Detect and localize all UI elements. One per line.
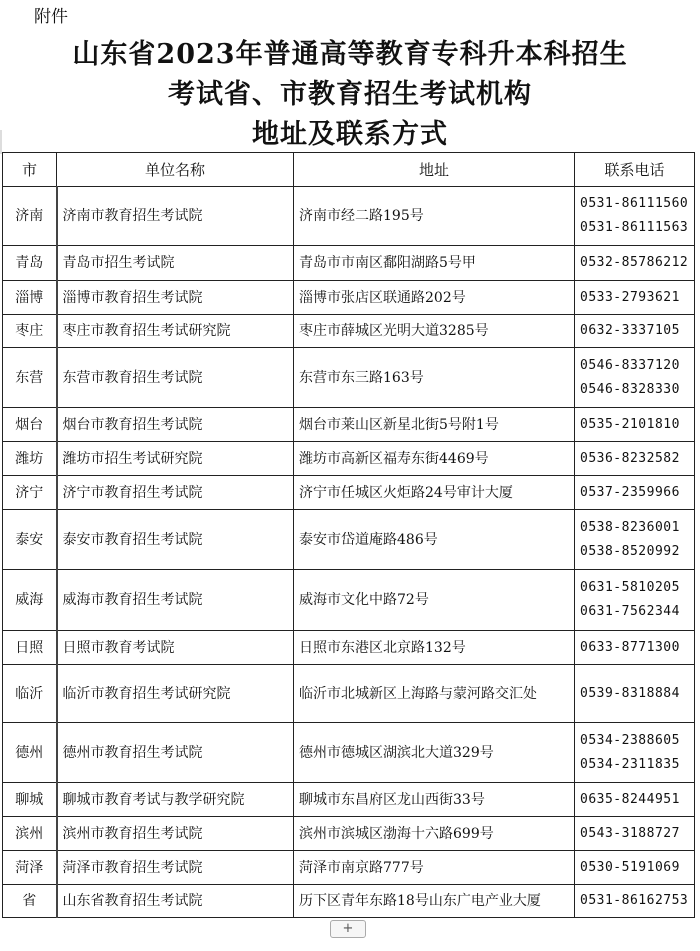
address-cell: 济南市经二路195号	[294, 187, 575, 246]
address-cell: 历下区青年东路18号山东广电产业大厦	[294, 885, 575, 918]
address-cell: 济宁市任城区火炬路24号审计大厦	[294, 476, 575, 510]
org-cell: 山东省教育招生考试院	[57, 885, 294, 918]
city-cell: 潍坊	[3, 442, 57, 476]
phone-number: 0633-8771300	[580, 639, 680, 655]
phone-cell	[575, 817, 695, 851]
city-cell: 泰安	[3, 510, 57, 570]
org-cell: 济南市教育招生考试院	[57, 187, 294, 246]
org-cell: 潍坊市招生考试研究院	[57, 442, 294, 476]
org-cell: 滨州市教育招生考试院	[57, 817, 294, 851]
table-row	[3, 570, 695, 631]
org-cell: 聊城市教育考试与教学研究院	[57, 783, 294, 817]
address-cell: 枣庄市薛城区光明大道3285号	[294, 315, 575, 348]
city-cell: 烟台	[3, 408, 57, 442]
phone-number: 0534-2388605	[580, 732, 680, 748]
org-cell: 济宁市教育招生考试院	[57, 476, 294, 510]
phone-number: 0546-8337120	[580, 357, 680, 373]
phone-number: 0543-3188727	[580, 825, 680, 841]
phone-cell	[575, 851, 695, 885]
table-row	[3, 187, 695, 246]
phone-number: 0631-7562344	[580, 604, 680, 619]
city-cell: 淄博	[3, 281, 57, 315]
table-row	[3, 408, 695, 442]
phone-cell	[575, 476, 695, 510]
add-button[interactable]: +	[330, 920, 366, 938]
header-org: 单位名称	[57, 153, 294, 187]
table-row	[3, 783, 695, 817]
table-row	[3, 246, 695, 281]
address-cell: 德州市德城区湖滨北大道329号	[294, 723, 575, 783]
address-cell: 潍坊市高新区福寿东街4469号	[294, 442, 575, 476]
table-row	[3, 817, 695, 851]
phone-number: 0539-8318884	[580, 685, 680, 701]
phone-number: 0536-8232582	[580, 450, 680, 466]
address-cell: 菏泽市南京路777号	[294, 851, 575, 885]
contacts-table	[2, 152, 695, 918]
org-cell: 日照市教育考试院	[57, 631, 294, 665]
address-cell: 青岛市市南区鄱阳湖路5号甲	[294, 246, 575, 281]
org-cell: 泰安市教育招生考试院	[57, 510, 294, 570]
attachment-label: 附件	[34, 7, 68, 27]
table-row	[3, 631, 695, 665]
phone-cell	[575, 348, 695, 408]
phone-cell	[575, 570, 695, 631]
address-cell: 聊城市东昌府区龙山西街33号	[294, 783, 575, 817]
table-row	[3, 442, 695, 476]
phone-cell	[575, 408, 695, 442]
table-row	[3, 885, 695, 918]
table-row	[3, 665, 695, 723]
city-cell: 聊城	[3, 783, 57, 817]
phone-number: 0632-3337105	[580, 323, 680, 338]
address-cell: 威海市文化中路72号	[294, 570, 575, 631]
table-row	[3, 723, 695, 783]
phone-number: 0534-2311835	[580, 756, 680, 772]
org-cell: 青岛市招生考试院	[57, 246, 294, 281]
phone-number: 0631-5810205	[580, 580, 680, 595]
org-cell: 威海市教育招生考试院	[57, 570, 294, 631]
city-cell: 济南	[3, 187, 57, 246]
org-cell: 菏泽市教育招生考试院	[57, 851, 294, 885]
phone-cell	[575, 187, 695, 246]
city-cell: 滨州	[3, 817, 57, 851]
phone-number: 0635-8244951	[580, 791, 680, 807]
phone-number: 0530-5191069	[580, 859, 680, 875]
phone-number: 0535-2101810	[580, 416, 680, 432]
phone-cell	[575, 665, 695, 723]
table-row	[3, 510, 695, 570]
phone-cell	[575, 885, 695, 918]
table-row	[3, 348, 695, 408]
city-cell: 德州	[3, 723, 57, 783]
city-cell: 济宁	[3, 476, 57, 510]
phone-cell	[575, 442, 695, 476]
phone-cell	[575, 246, 695, 281]
phone-cell	[575, 315, 695, 348]
phone-number: 0538-8520992	[580, 543, 680, 559]
table-header-row	[3, 153, 695, 187]
city-cell: 临沂	[3, 665, 57, 723]
city-cell: 东营	[3, 348, 57, 408]
org-cell: 东营市教育招生考试院	[57, 348, 294, 408]
org-cell: 淄博市教育招生考试院	[57, 281, 294, 315]
phone-number: 0531-86162753	[580, 893, 689, 908]
phone-cell	[575, 723, 695, 783]
address-cell: 东营市东三路163号	[294, 348, 575, 408]
table-row	[3, 851, 695, 885]
phone-number: 0531-86111563	[580, 220, 689, 235]
org-cell: 临沂市教育招生考试研究院	[57, 665, 294, 723]
address-cell: 烟台市莱山区新星北街5号附1号	[294, 408, 575, 442]
phone-number: 0532-85786212	[580, 255, 689, 270]
phone-cell	[575, 783, 695, 817]
city-cell: 威海	[3, 570, 57, 631]
table-row	[3, 476, 695, 510]
title-line-2: 考试省、市教育招生考试机构	[168, 79, 532, 110]
title-line-3: 地址及联系方式	[252, 119, 448, 150]
org-cell: 德州市教育招生考试院	[57, 723, 294, 783]
phone-cell	[575, 510, 695, 570]
city-cell: 枣庄	[3, 315, 57, 348]
address-cell: 滨州市滨城区渤海十六路699号	[294, 817, 575, 851]
address-cell: 淄博市张店区联通路202号	[294, 281, 575, 315]
city-cell: 青岛	[3, 246, 57, 281]
address-cell: 临沂市北城新区上海路与蒙河路交汇处	[294, 665, 575, 723]
phone-cell	[575, 281, 695, 315]
phone-number: 0546-8328330	[580, 381, 680, 397]
header-phone: 联系电话	[575, 153, 695, 187]
header-city: 市	[3, 153, 57, 187]
org-cell: 枣庄市教育招生考试研究院	[57, 315, 294, 348]
title-line-1: 山东省2023年普通高等教育专科升本科招生	[72, 39, 628, 70]
phone-number: 0533-2793621	[580, 289, 680, 305]
org-cell: 烟台市教育招生考试院	[57, 408, 294, 442]
table-row	[3, 315, 695, 348]
phone-cell	[575, 631, 695, 665]
city-cell: 菏泽	[3, 851, 57, 885]
phone-number: 0538-8236001	[580, 519, 680, 535]
city-cell: 省	[3, 885, 57, 918]
phone-number: 0537-2359966	[580, 484, 680, 500]
table-row	[3, 281, 695, 315]
city-cell: 日照	[3, 631, 57, 665]
phone-number: 0531-86111560	[580, 196, 689, 211]
address-cell: 日照市东港区北京路132号	[294, 631, 575, 665]
address-cell: 泰安市岱道庵路486号	[294, 510, 575, 570]
header-address: 地址	[294, 153, 575, 187]
